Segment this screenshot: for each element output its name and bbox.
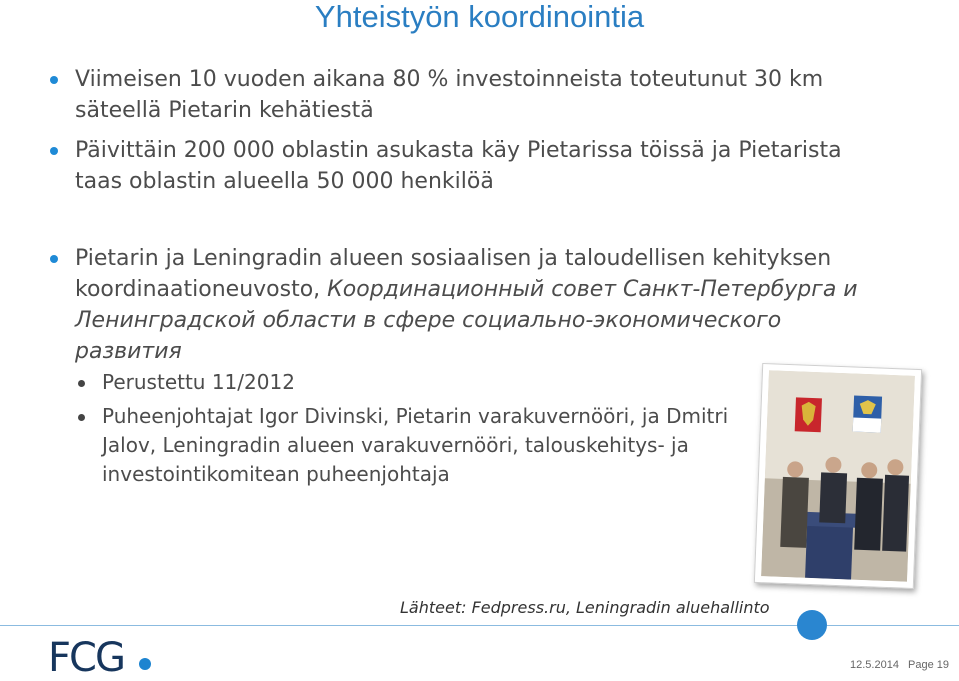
sub-bullet-dot-icon (78, 380, 85, 387)
bullet-text-russian: Координационный совет Санкт-Петербурга и Ленинградской области в сфере социально-экономического развития (75, 277, 858, 364)
bullet-item (50, 243, 890, 367)
russia-coat-of-arms-icon (795, 397, 822, 432)
footer-date: 12.5.2014 (850, 659, 899, 671)
slide-title: Yhteistyön koordinointia (314, 0, 645, 34)
sub-bullet-text: Perustettu 11/2012 (102, 370, 295, 394)
source-citation: Lähteet: Fedpress.ru, Leningradin aluehallinto (400, 598, 770, 617)
footer-divider-tail (827, 625, 959, 626)
bullet-text (75, 243, 890, 367)
bullet-text: Viimeisen 10 vuoden aikana 80 % investoinneista toteutunut 30 km säteellä Pietarin kehätiestä (75, 67, 824, 123)
sub-bullet-item (78, 402, 758, 489)
accent-circle (797, 610, 827, 640)
bullet-text: Päivittäin 200 000 oblastin asukasta käy Pietarissa töissä ja Pietarista taas oblastin alueella 50 000 henkilöä (75, 138, 842, 194)
fcg-logo: FCG (48, 635, 124, 681)
slide-footer (850, 659, 949, 671)
bullet-dot-icon (50, 147, 58, 155)
sub-bullet-dot-icon (78, 414, 85, 421)
bullet-dot-icon (50, 255, 58, 263)
leningrad-region-coat-of-arms-icon (853, 396, 882, 433)
sub-bullet-text: Puheenjohtajat Igor Divinski, Pietarin varakuvernööri, ja Dmitri Jalov, Leningradin alueen varakuvernööri, talouskehitys- ja investointikomitean puheenjohtaja (102, 404, 729, 486)
bullet-dot-icon (50, 76, 58, 84)
sub-bullet-item (78, 368, 778, 397)
bullet-text-regular: Pietarin ja Leningradin alueen sosiaalisen ja taloudellisen kehityksen koordinaationeuvosto, (75, 246, 832, 302)
meeting-photo (754, 363, 922, 589)
page-number: Page 19 (908, 659, 949, 671)
bullet-item (50, 135, 890, 197)
bullet-item (50, 64, 890, 126)
fcg-logo-dot-icon (139, 658, 151, 670)
meeting-photo-image (761, 370, 915, 581)
footer-divider (0, 625, 800, 626)
